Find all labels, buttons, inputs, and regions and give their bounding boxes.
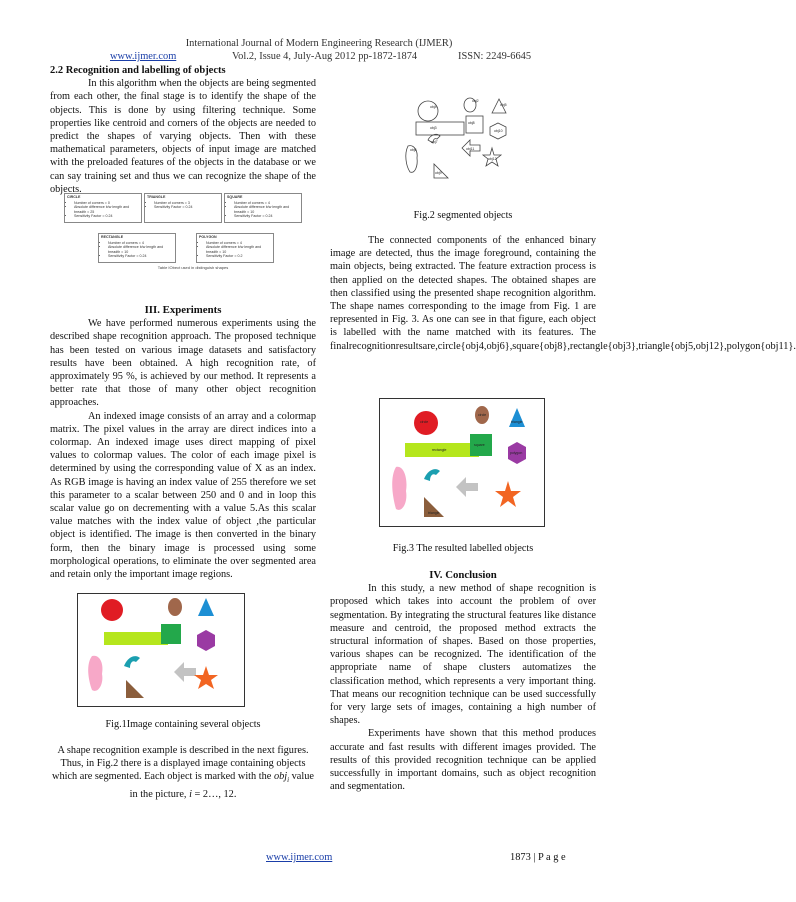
table-title-square: SQUARE [227, 195, 243, 199]
fig2-label: obj9 [435, 171, 442, 175]
indexed-image-paragraph: An indexed image consists of an array and a colormap matrix. The pixel values in the array are direct indices into a colormap. An indexed image uses direct mapping of pixel values to colormap values. The color of each image pixel is determined by using the corresponding value of X as an index. As RGB image is having an index value of 255 therefore we set this parameter to a scalar between 250 and 0 and in loop this scalar value go on decrementing with a value 5.As this scalar value matches with the index value of object ,the particular object is identified. The image is then converted in the binary form, then the binary image is processed using some morphological operations, to eliminate the over segmented area and retain only the important image regions. [50, 410, 316, 581]
header-website-link[interactable]: www.ijmer.com [110, 51, 177, 62]
right-column-bottom [330, 569, 596, 793]
fig2-label: obj3 [430, 126, 437, 130]
experiments-results-paragraph: Experiments have shown that this method produces accurate and fast results with different images provided. The results of this provided recognition technique can be applied successfully in important domains, such as object recognition and segmentation. [330, 728, 596, 793]
header-issn: ISSN: 2249-6645 [458, 51, 532, 62]
fig2-label: obj11 [466, 147, 475, 151]
table-item: • Absolute difference b/w length and breadth = 10 [234, 205, 301, 214]
fig1-orange-star [194, 666, 218, 689]
table-title-polygon: POLYGON [199, 235, 217, 239]
table-cell-rectangle [98, 233, 176, 263]
fig3-label: triangle [511, 420, 523, 424]
example-range: = 2…, 12. [191, 788, 237, 800]
table-cell-triangle [144, 193, 222, 223]
fig1-brown-oval [168, 598, 182, 616]
recognition-paragraph: In this algorithm when the objects are being segmented from each other, the final stage is to identify the shape of the objects. This is done by using filtering technique. Some properties like centroid and corners of the objects are needed to predict the shapes of varying objects. Then with these mathematical parameters, objects of input image are matched with the preloaded features of the objects in the database or we can say training set and thus we can recognize the shape of the objects. [50, 78, 316, 195]
shape-feature-table [64, 193, 322, 273]
table-title-rectangle: RECTANGLE [101, 235, 124, 239]
fig1-green-square [161, 624, 181, 644]
table-item: • Absolute difference b/w length and breadth = 25 [74, 205, 141, 214]
table-item: • Number of corners = 4 [206, 241, 273, 246]
fig3-label: triangle [428, 511, 440, 515]
fig2-label: obj5 [500, 103, 507, 107]
fig1-purple-hexagon [197, 630, 215, 651]
figure-2-image [404, 96, 516, 180]
table-item: • Absolute difference b/w length and breadth = 10 [108, 245, 175, 254]
fig3-grey-arrow [456, 477, 478, 497]
fig3-label: polygon [510, 451, 523, 455]
figure-2-caption: Fig.2 segmented objects [413, 210, 513, 221]
section-2-2-heading: 2.2 Recognition and labelling of objects [50, 65, 226, 76]
table-title-triangle: TRIANGLE [147, 195, 166, 199]
table-item: • Sensitivity Factor = 0.2 [206, 254, 273, 259]
fig1-lime-rectangle [104, 632, 168, 645]
fig1-teal-shape [124, 656, 140, 668]
example-tail: value in the picture, [129, 771, 314, 800]
fig3-label: circle [420, 420, 429, 424]
table-item: • Sensitivity Factor = 0.24 [234, 214, 301, 219]
figure-3-caption: Fig.3 The resulted labelled objects [392, 543, 534, 554]
table-item: • Sensitivity Factor = 0.24 [108, 254, 175, 259]
table-cell-polygon [196, 233, 274, 263]
table-item: • Number of corners = 0 [74, 201, 141, 206]
fig2-label: obj6 [410, 148, 417, 152]
fig2-label: obj8 [468, 121, 475, 125]
table-item: • Sensitivity Factor = 0.24 [74, 214, 141, 219]
figure-3-image [379, 398, 545, 527]
footer-website-link[interactable]: www.ijmer.com [266, 852, 333, 863]
journal-title: International Journal of Modern Engineering Research (IJMER) [185, 38, 453, 49]
experiments-paragraph: We have performed numerous experiments using the described shape recognition approach. The proposed technique has been tested on various image datasets and satisfactory results have been obtained. A high recognition rate, of approximately 95 %, is achieved by our method. It represents a better rate that those of many other object recognition approaches. [50, 318, 316, 409]
table-item: • Number of corners = 4 [234, 201, 301, 206]
example-i: i [189, 788, 192, 800]
conclusion-paragraph: In this study, a new method of shape recognition is proposed which takes into account the problem of over segmentation. By integrating the structural features like distance measure and centroid, the proposed method extracts the structural information of shapes. Based on those properties, various shapes can be recognized. The identification of the appropriate name of shape clusters automatizes the classification method, which represents a very important thing. That means our recognition technique can be used successfully for very large sets of images, containing a high number of shapes. [330, 583, 596, 727]
table-cell-circle [64, 193, 142, 223]
table-item: • Number of corners = 4 [108, 241, 175, 246]
fig3-label: square [474, 443, 485, 447]
fig3-pink-blob [392, 467, 406, 510]
fig1-red-circle [101, 599, 123, 621]
fig3-blue-triangle [509, 408, 525, 427]
components-paragraph: The connected components of the enhanced binary image are detected, thus the image foreground, containing the main objects, being extracted. The feature extraction process is then applied on the detected shapes. The obtained shapes are then classified using the presented shape recognition algorithm. The shape names corresponding to the image from Fig. 1 are represented in Fig. 3. As one can see in that figure, each object is labelled with the name matched with its features. The finalrecognitionresultsare,circle{obj4,obj6},square{obj8},rectangle{obj3},triangle{obj5,obj12},polygon{obj11}. [330, 235, 796, 352]
left-column-top [50, 64, 316, 196]
fig2-label: obj10 [494, 129, 503, 133]
fig3-label: circle [478, 413, 487, 417]
table-cell-square [224, 193, 302, 223]
section-4-title: IV. Conclusion [429, 569, 497, 581]
header-volume: Vol.2, Issue 4, July-Aug 2012 pp-1872-1874 [232, 51, 418, 62]
shape-example-text [50, 744, 316, 801]
table-item: • Absolute difference b/w length and breadth = 10 [206, 245, 273, 254]
table-item: • Sensitivity Factor = 0.24 [154, 205, 221, 210]
example-sub: i [287, 776, 290, 785]
section-3-title: III. Experiments [144, 304, 222, 316]
table-item: • Number of corners = 3 [154, 201, 221, 206]
fig1-grey-arrow [174, 662, 196, 682]
fig1-brown-triangle [126, 680, 144, 698]
left-column-middle [50, 304, 316, 581]
footer-page-number: 1873 | P a g e [510, 852, 566, 863]
fig3-label: rectangle [432, 448, 447, 452]
example-obj: obj [273, 771, 288, 783]
fig1-blue-triangle [198, 598, 214, 616]
right-column-top [330, 234, 796, 353]
figure-1-caption: Fig.1Image containing several objects [105, 719, 261, 730]
fig2-label: obj2 [472, 99, 479, 103]
table-title-circle: CIRCLE [67, 195, 81, 199]
fig3-orange-star [495, 481, 521, 507]
fig1-pink-blob [88, 656, 102, 691]
fig2-label: obj12 [488, 157, 497, 161]
figure-1-image [77, 593, 245, 707]
fig2-label: obj4 [430, 105, 437, 109]
table-caption: Table IObect used in distinguish shapes [157, 265, 229, 270]
example-text: A shape recognition example is described in the next figures. Thus, in Fig.2 there is a displayed image containing objects which are segmented. Each object is marked with the [52, 745, 309, 783]
fig2-label: obj7 [431, 140, 438, 144]
fig3-teal-shape [424, 469, 440, 481]
